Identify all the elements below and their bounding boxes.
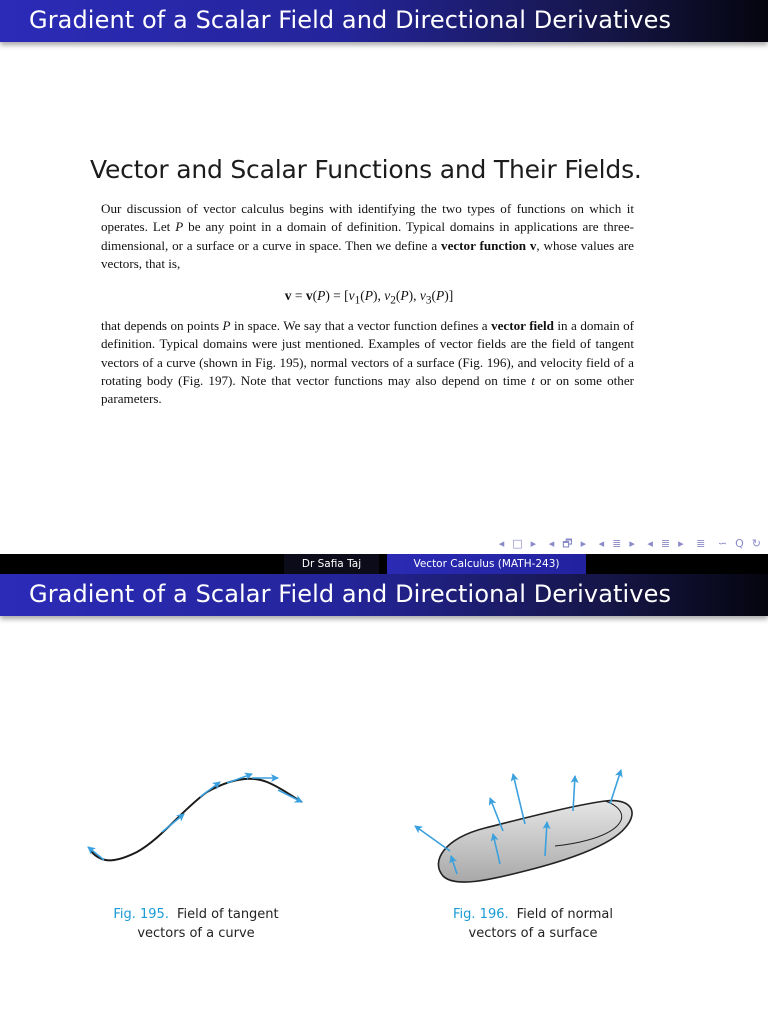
math-var-v: v	[529, 237, 537, 253]
nav-next-frame-icon[interactable]: ▸	[530, 537, 538, 550]
nav-next-subsection-icon[interactable]: ▸	[580, 537, 588, 550]
paragraph-vector-field	[101, 317, 634, 408]
nav-section-icon[interactable]: ≣	[612, 537, 623, 550]
math-var-t: t	[531, 372, 535, 388]
figure-caption-text: Field of normal vectors of a surface	[468, 907, 613, 941]
nav-appendix-icon[interactable]: ≣	[696, 537, 707, 550]
figure-number: Fig. 195.	[113, 907, 169, 922]
nav-search-icon[interactable]: Q	[735, 537, 745, 550]
term-vector-function: vector function	[441, 237, 527, 253]
eq-v-rhs: v	[305, 288, 313, 303]
text-run: Our discussion of vector calculus begins with identifying the two types of functions on which it operates. Let	[101, 201, 634, 235]
text-run: or on some other parameters.	[101, 372, 634, 407]
nav-frame-icon[interactable]: □	[512, 537, 524, 550]
text-run: be any point in a domain of definition. Typical domains in applications are three-dimensional, or a surface or a curve in space. Then we define a	[101, 219, 634, 253]
term-vector-field: vector field	[491, 318, 554, 333]
tangent-arrow	[162, 814, 184, 832]
figure-caption-text: Field of tangent vectors of a curve	[137, 907, 279, 941]
math-var-P: P	[222, 318, 231, 333]
surface	[438, 801, 632, 883]
nav-next-section-icon[interactable]: ▸	[629, 537, 636, 550]
normal-arrow	[573, 776, 575, 811]
normal-arrow	[415, 826, 450, 851]
section-heading: Vector and Scalar Functions and Their Fields.	[90, 155, 642, 184]
figure-195-caption	[96, 905, 296, 943]
slide-footer	[0, 554, 768, 574]
text-run: in space. We say that a vector function defines a	[230, 318, 492, 333]
curve	[90, 779, 302, 861]
math-var-P: P	[175, 219, 184, 235]
tangent-arrow	[200, 782, 220, 797]
vector-function-equation: $v = v(P) = [v_1(P)$, $v_2(P)$, $v_3(P)$]	[284, 288, 454, 307]
nav-next-part-icon[interactable]: ▸	[678, 537, 685, 550]
nav-back-icon[interactable]: ∽	[717, 537, 729, 550]
slide-title: Gradient of a Scalar Field and Directional Derivatives	[29, 580, 672, 608]
nav-forward-icon[interactable]: ↻	[751, 537, 762, 550]
text-run: that depends on points	[101, 318, 223, 333]
figure-196-caption	[435, 905, 631, 943]
nav-prev-part-icon[interactable]: ◂	[647, 537, 654, 550]
normal-arrow	[513, 774, 525, 824]
beamer-navigation[interactable]	[492, 535, 762, 554]
eq-v-lhs: v	[284, 288, 292, 303]
paragraph-intro	[101, 200, 634, 273]
normal-arrow	[610, 770, 621, 804]
slide-title: Gradient of a Scalar Field and Directional Derivatives	[29, 6, 672, 34]
nav-prev-frame-icon[interactable]: ◂	[498, 537, 506, 550]
text-run: in a domain of definition. Typical domains were just mentioned. Examples of vector fields are the field of tangent vectors of a curve (shown in Fig. 195), normal vectors of a surface (Fig. 196), and velocity field of a rotating body (Fig. 197). Note that vector functions may also depend on time	[101, 318, 634, 388]
slide-2	[0, 574, 768, 1024]
footer-course: Vector Calculus (MATH-243)	[387, 554, 586, 574]
slide-title-bar	[0, 574, 768, 616]
text-run: , whose values are vectors, that is,	[101, 237, 634, 271]
nav-prev-section-icon[interactable]: ◂	[598, 537, 606, 550]
slide-title-bar	[0, 0, 768, 42]
nav-subsection-icon[interactable]: 🗗	[562, 537, 574, 550]
figure-normal-vectors	[405, 766, 640, 906]
nav-part-icon[interactable]: ≣	[660, 537, 672, 550]
figure-tangent-vectors	[82, 770, 312, 900]
nav-prev-subsection-icon[interactable]: ◂	[548, 537, 556, 550]
footer-author: Dr Safia Taj	[284, 554, 379, 574]
tangent-arrow	[88, 847, 104, 860]
tangent-arrow	[278, 790, 302, 802]
figure-number: Fig. 196.	[453, 907, 509, 922]
